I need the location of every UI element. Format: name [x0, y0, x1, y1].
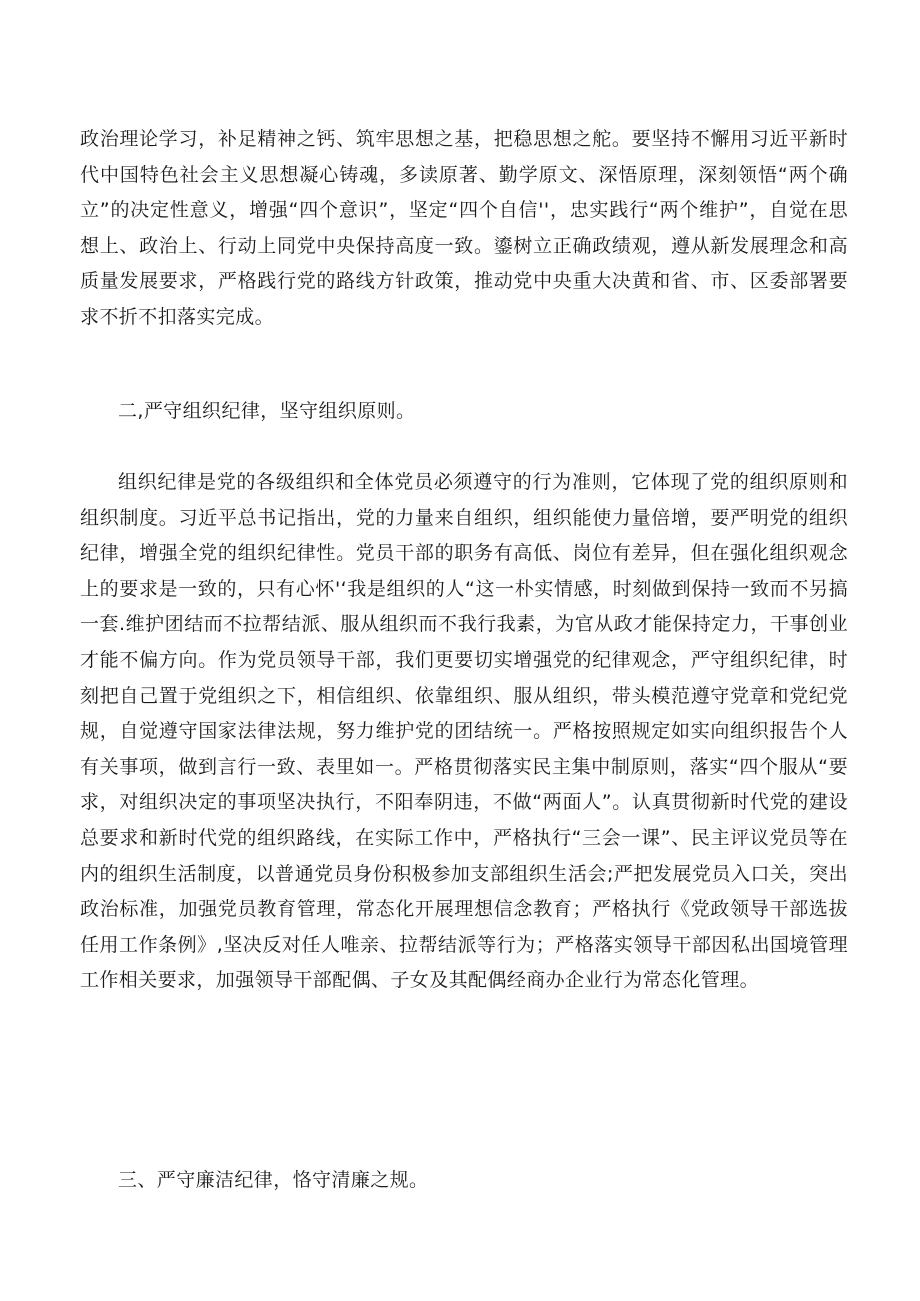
section-heading-integrity-discipline: 三、严守廉洁纪律，恪守清廉之规。	[118, 1169, 429, 1191]
paragraph-political-study: 政治理论学习，补足精神之钙、筑牢思想之基，把稳思想之舵。要坚持不懈用习近平新时代中国特色社会主义思想凝心铸魂，多读原著、勤学原文、深悟原理，深刻领悟“两个确立”的决定性意义，增强“四个意识”，坚定“四个自信''，忠实践行“两个维护”，自觉在思想上、政治上、行动上同党中央保持高度一致。鎏树立正确政绩观，遵从新发展理念和高质量发展要求，严格践行党的路线方针政策，推动党中央重大决黄和省、市、区委部署要求不折不扣落实完成。	[80, 128, 848, 328]
section-heading-organizational-discipline: 二,严守组织纪律，坚守组织原则。	[118, 400, 416, 422]
paragraph-organizational-discipline: 组织纪律是党的各级组织和全体党员必须遵守的行为准则，它体现了党的组织原则和组织制度。习近平总书记指出，党的力量来自组织，组织能使力量倍增，要严明党的组织纪律，增强全党的组织纪律性。党员干部的职务有高低、岗位有差异，但在强化组织观念上的要求是一致的，只有心怀'‘我是组织的人“这一朴实情感，时刻做到保持一致而不另搞一套.维护团结而不拉帮结派、服从组织而不我行我素，为官从政才能保持定力，干事创业才能不偏方向。作为党员领导干部，我们更要切实增强党的纪律观念，严守组织纪律，时刻把自己置于党组织之下，相信组织、依靠组织、服从组织，带头模范遵守党章和党纪党规，自觉遵守国家法律法规，努力维护党的团结统一。严格按照规定如实向组织报告个人有关事项，做到言行一致、表里如一。严格贯彻落实民主集中制原则，落实“四个服从“要求，对组织决定的事项坚决执行，不阳奉阴违，不做“两面人”。认真贯彻新时代党的建设总要求和新时代党的组织路线，在实际工作中，严格执行“三会一课”、民主评议党员等在内的组织生活制度，以普通党员身份积极参加支部组织生活会;严把发展党员入口关，突出政治标准，加强党员教育管理，常态化开展理想信念教育；严格执行《党政领导干部选拔任用工作条例》,坚决反对任人唯亲、拉帮结派等行为；严格落实领导干部因私出国境管理工作相关要求，加强领导干部配偶、子女及其配偶经商办企业行为常态化管理。	[80, 471, 848, 992]
